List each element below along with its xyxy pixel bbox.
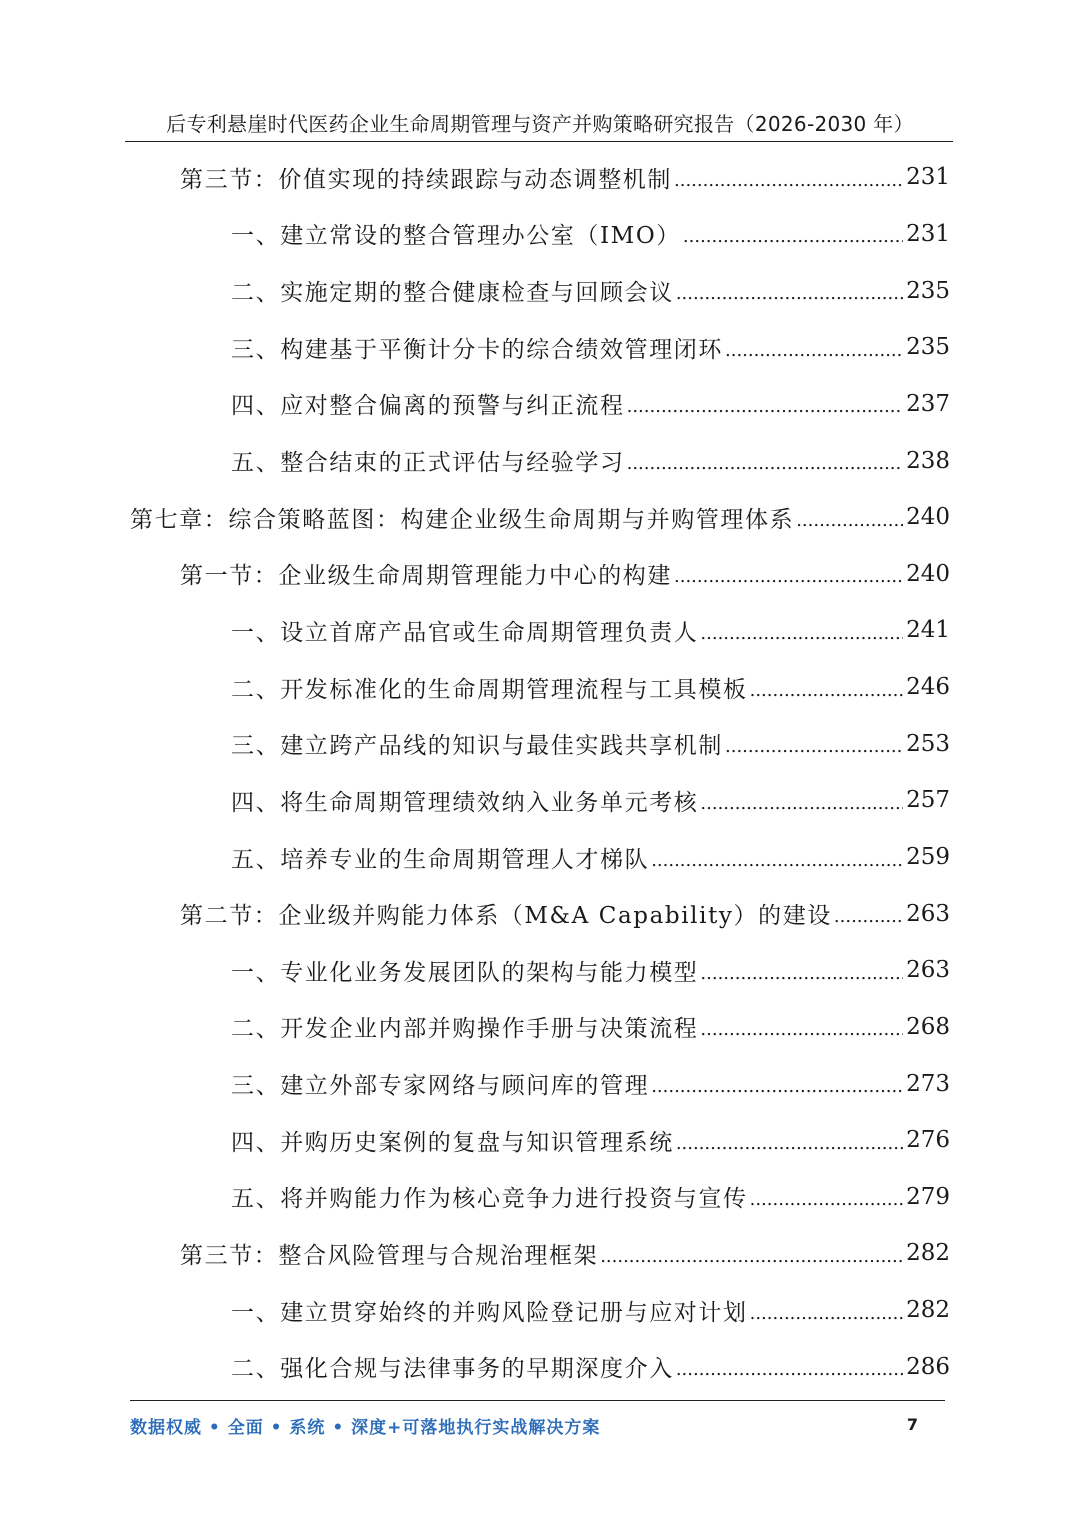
toc-dot-leader: [676, 283, 903, 304]
toc-entry[interactable]: [0, 262, 1080, 319]
toc-entry-title: 五、培养专业的生命周期管理人才梯队: [231, 846, 650, 873]
toc-entry-page-number: 263: [906, 957, 950, 984]
toc-entry[interactable]: [0, 545, 1080, 602]
toc-entry[interactable]: [0, 432, 1080, 489]
header-divider: [125, 141, 953, 142]
toc-dot-leader: [651, 1076, 903, 1097]
toc-entry[interactable]: [0, 376, 1080, 433]
toc-entry[interactable]: [0, 1282, 1080, 1339]
toc-entry-page-number: 257: [906, 787, 950, 814]
table-of-contents: [0, 149, 1080, 1395]
toc-dot-leader: [725, 340, 903, 361]
toc-entry-page-number: 259: [906, 844, 950, 870]
toc-entry[interactable]: [0, 602, 1080, 659]
toc-entry-title: 五、将并购能力作为核心竞争力进行投资与宣传: [231, 1186, 748, 1213]
toc-entry-page-number: 238: [906, 447, 950, 474]
toc-dot-leader: [700, 963, 903, 984]
toc-dot-leader: [725, 736, 903, 757]
toc-entry-page-number: 273: [906, 1070, 950, 1097]
toc-entry-title: 四、将生命周期管理绩效纳入业务单元考核: [231, 789, 699, 816]
toc-dot-leader: [627, 396, 903, 417]
toc-entry[interactable]: [0, 659, 1080, 716]
toc-entry-title: 第二节：企业级并购能力体系（M&A Capability）的建设: [180, 903, 832, 930]
toc-dot-leader: [750, 1303, 903, 1324]
toc-entry[interactable]: [0, 1225, 1080, 1282]
toc-entry-title: 一、建立贯穿始终的并购风险登记册与应对计划: [231, 1299, 748, 1326]
toc-entry-title: 二、实施定期的整合健康检查与回顾会议: [231, 280, 674, 307]
toc-dot-leader: [676, 1359, 903, 1380]
toc-dot-leader: [674, 170, 903, 191]
toc-entry-title: 四、并购历史案例的复盘与知识管理系统: [231, 1129, 674, 1156]
toc-entry[interactable]: [0, 489, 1080, 546]
toc-entry[interactable]: [0, 1055, 1080, 1112]
toc-entry[interactable]: [0, 206, 1080, 263]
toc-entry-title: 一、设立首席产品官或生命周期管理负责人: [231, 619, 699, 646]
toc-entry-page-number: 231: [906, 220, 950, 247]
toc-entry-page-number: 282: [906, 1297, 950, 1324]
toc-entry-page-number: 237: [906, 390, 950, 417]
toc-entry-title: 三、建立跨产品线的知识与最佳实践共享机制: [231, 733, 723, 760]
toc-entry-title: 第七章：综合策略蓝图：构建企业级生命周期与并购管理体系: [130, 506, 795, 533]
toc-dot-leader: [750, 680, 903, 701]
toc-entry[interactable]: [0, 1338, 1080, 1395]
toc-entry-page-number: 235: [906, 277, 950, 304]
toc-entry-page-number: 241: [906, 617, 950, 644]
toc-entry[interactable]: [0, 1169, 1080, 1226]
footer-page-number: 7: [906, 1415, 918, 1434]
toc-entry[interactable]: [0, 999, 1080, 1056]
toc-entry-title: 五、整合结束的正式评估与经验学习: [231, 450, 625, 477]
toc-entry-page-number: 276: [906, 1127, 950, 1154]
toc-dot-leader: [750, 1189, 903, 1210]
toc-entry[interactable]: [0, 829, 1080, 886]
toc-dot-leader: [700, 623, 903, 644]
toc-entry-page-number: 286: [906, 1353, 950, 1380]
toc-entry-title: 一、专业化业务发展团队的架构与能力模型: [231, 959, 699, 986]
toc-entry[interactable]: [0, 319, 1080, 376]
toc-dot-leader: [834, 906, 903, 927]
toc-entry-title: 第三节：整合风险管理与合规治理框架: [180, 1242, 599, 1269]
toc-entry-title: 一、建立常设的整合管理办公室（IMO）: [231, 223, 681, 250]
toc-dot-leader: [600, 1246, 903, 1267]
toc-entry-page-number: 240: [906, 560, 950, 587]
toc-entry[interactable]: [0, 715, 1080, 772]
toc-entry-title: 二、开发标准化的生命周期管理流程与工具模板: [231, 676, 748, 703]
toc-entry[interactable]: [0, 942, 1080, 999]
toc-entry-page-number: 263: [906, 900, 950, 927]
toc-entry-title: 四、应对整合偏离的预警与纠正流程: [231, 393, 625, 420]
toc-dot-leader: [676, 1133, 903, 1154]
toc-dot-leader: [674, 566, 903, 587]
toc-entry-page-number: 268: [906, 1013, 950, 1040]
page-header-title: 后专利悬崖时代医药企业生命周期管理与资产并购策略研究报告（2026-2030 年）: [166, 112, 914, 136]
toc-entry-title: 二、强化合规与法律事务的早期深度介入: [231, 1356, 674, 1383]
toc-entry-page-number: 246: [906, 674, 950, 701]
toc-entry-page-number: 253: [906, 730, 950, 757]
toc-entry-title: 二、开发企业内部并购操作手册与决策流程: [231, 1016, 699, 1043]
toc-entry-title: 三、建立外部专家网络与顾问库的管理: [231, 1073, 650, 1100]
toc-dot-leader: [683, 226, 903, 247]
toc-entry-page-number: 282: [906, 1240, 950, 1267]
toc-entry-page-number: 231: [906, 164, 950, 191]
toc-entry-page-number: 235: [906, 334, 950, 361]
toc-dot-leader: [651, 850, 903, 871]
toc-entry-title: 三、构建基于平衡计分卡的综合绩效管理闭环: [231, 336, 723, 363]
toc-dot-leader: [627, 453, 903, 474]
toc-entry[interactable]: [0, 149, 1080, 206]
toc-entry-page-number: 240: [906, 504, 950, 531]
toc-entry[interactable]: [0, 885, 1080, 942]
toc-entry-page-number: 279: [906, 1183, 950, 1210]
toc-entry[interactable]: [0, 772, 1080, 829]
footer-divider: [130, 1400, 945, 1401]
toc-dot-leader: [700, 793, 903, 814]
toc-dot-leader: [700, 1019, 903, 1040]
footer-slogan: 数据权威 • 全面 • 系统 • 深度+可落地执行实战解决方案: [130, 1418, 601, 1438]
toc-entry[interactable]: [0, 1112, 1080, 1169]
toc-entry-title: 第一节：企业级生命周期管理能力中心的构建: [180, 563, 672, 590]
toc-dot-leader: [796, 510, 903, 531]
toc-entry-title: 第三节：价值实现的持续跟踪与动态调整机制: [180, 166, 672, 193]
